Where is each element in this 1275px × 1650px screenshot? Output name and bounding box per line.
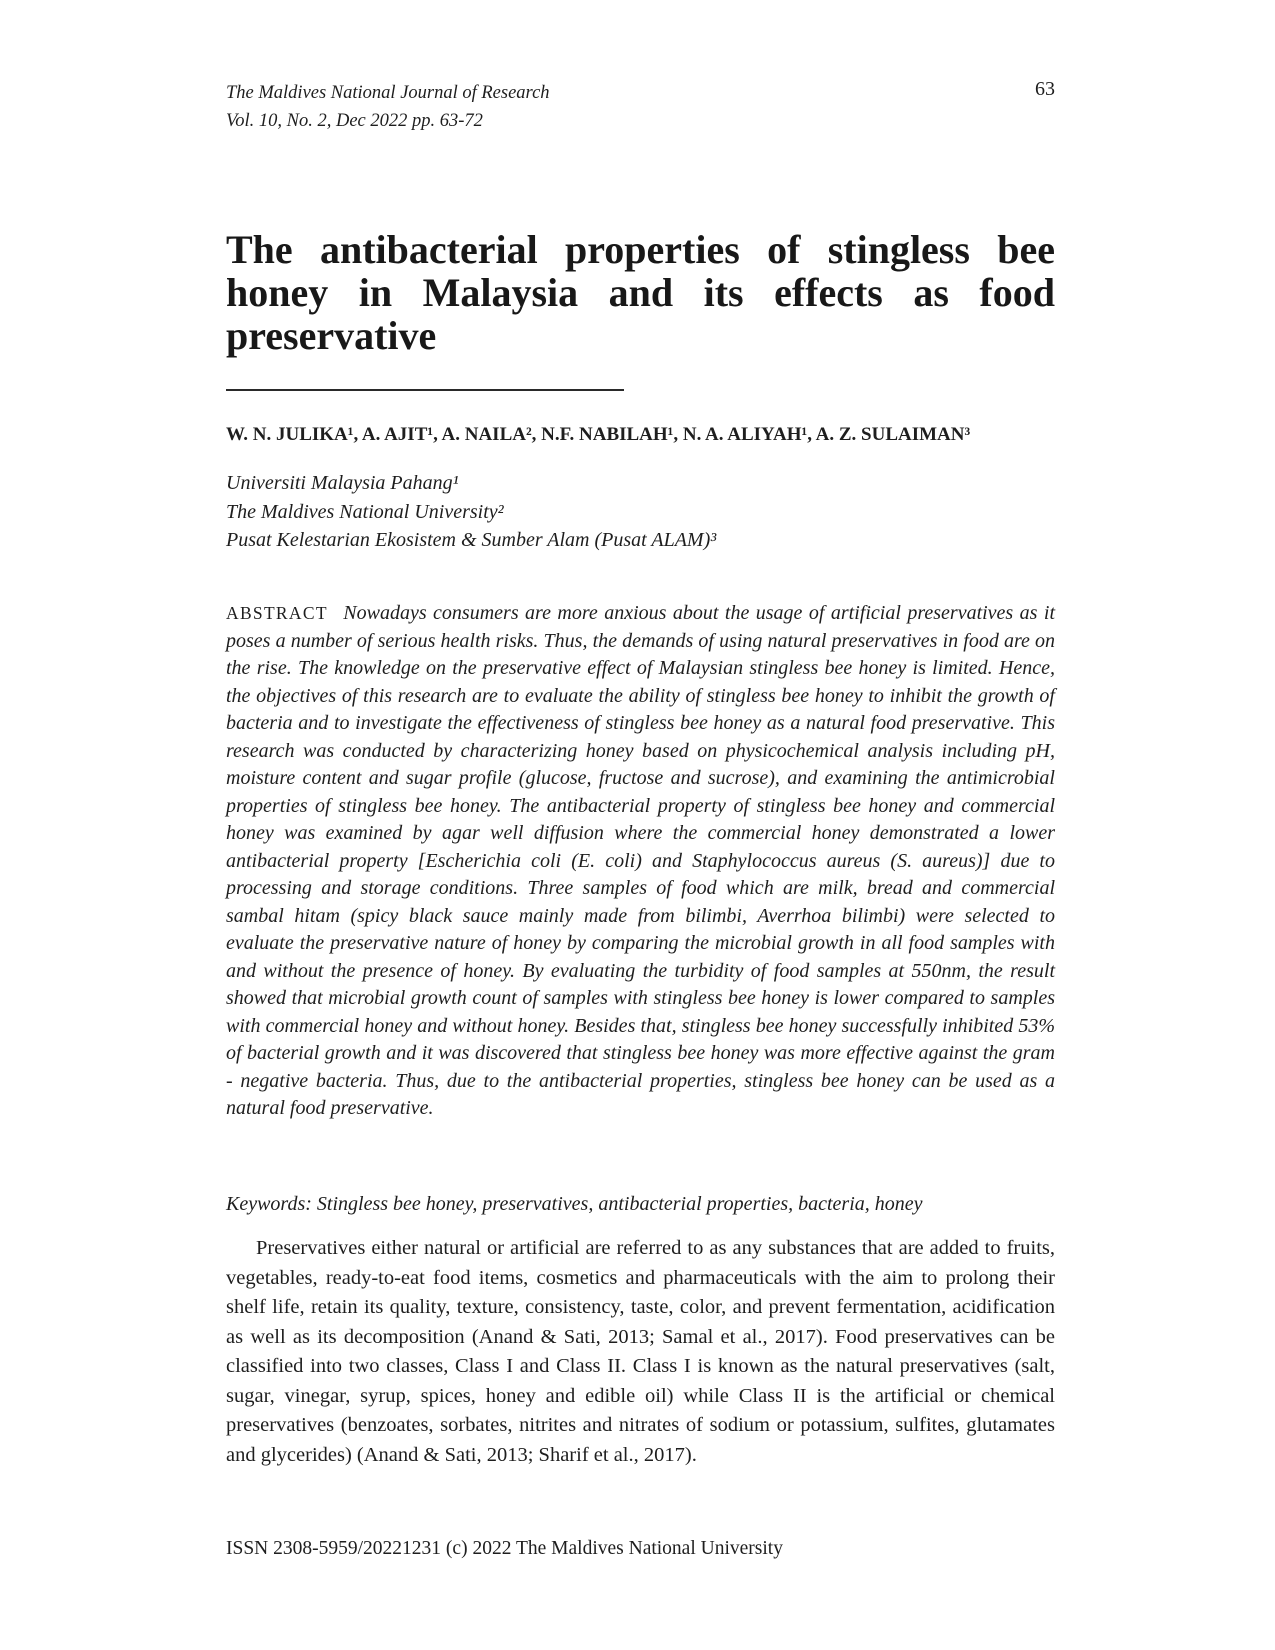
article-title [226, 228, 1055, 357]
journal-name: The Maldives National Journal of Research [226, 83, 550, 103]
affiliations [226, 469, 1055, 555]
abstract-label: ABSTRACT [226, 603, 328, 623]
title-line-3: preservative [226, 313, 437, 358]
abstract-paragraph [226, 600, 1055, 1123]
author-divider-rule [226, 389, 624, 391]
keywords-line: Keywords: Stingless bee honey, preservatives, antibacterial properties, bacteria, honey [226, 1193, 923, 1215]
affiliation-1: Universiti Malaysia Pahang¹ [226, 472, 459, 494]
page-number: 63 [1035, 78, 1055, 100]
running-head [226, 80, 550, 135]
title-line-2: honey in Malaysia and its effects as food [226, 270, 1055, 315]
body-paragraph: Preservatives either natural or artificial are referred to as any substances that are added to fruits, vegetables, ready-to-eat food items, cosmetics and pharmaceuticals with the aim to prolong their shelf life, retain its quality, texture, consistency, taste, color, and prevent fermentation, acidification as well as its decomposition (Anand & Sati, 2013; Samal et al., 2017). Food preservatives can be classified into two classes, Class I and Class II. Class I is known as the natural preservatives (salt, sugar, vinegar, syrup, spices, honey and edible oil) while Class II is the artificial or chemical preservatives (benzoates, sorbates, nitrites and nitrates of sodium or potassium, sulfites, glutamates and glycerides) (Anand & Sati, 2013; Sharif et al., 2017). [226, 1237, 1055, 1466]
authors-line: W. N. JULIKA¹, A. AJIT¹, A. NAILA², N.F. NABILAH¹, N. A. ALIYAH¹, A. Z. SULAIMAN³ [226, 424, 971, 445]
affiliation-2: The Maldives National University² [226, 500, 504, 523]
issn-footer: ISSN 2308-5959/20221231 (c) 2022 The Maldives National University [226, 1538, 783, 1559]
abstract-text: Nowadays consumers are more anxious about the usage of artificial preservatives as it poses a number of serious health risks. Thus, the demands of using natural preservatives in food are on the rise. The knowledge on the preservative effect of Malaysian stingless bee honey is limited. Hence, the objectives of this research are to evaluate the ability of stingless bee honey to inhibit the growth of bacteria and to investigate the effectiveness of stingless bee honey as a natural food preservative. This research was conducted by characterizing honey based on physicochemical analysis including pH, moisture content and sugar profile (glucose, fructose and sucrose), and examining the antimicrobial properties of stingless bee honey. The antibacterial property of stingless bee honey and commercial honey was examined by agar well diffusion where the commercial honey demonstrated a lower antibacterial property [Escherichia coli (E. coli) and Staphylococcus aureus (S. aureus)] due to processing and storage conditions. Three samples of food which are milk, bread and commercial sambal hitam (spicy black sauce mainly made from bilimbi, Averrhoa bilimbi) were selected to evaluate the preservative nature of honey by comparing the microbial growth in all food samples with and without the presence of honey. By evaluating the turbidity of food samples at 550nm, the result showed that microbial growth count of samples with stingless bee honey is lower compared to samples with commercial honey and without honey. Besides that, stingless bee honey successfully inhibited 53% of bacterial growth and it was discovered that stingless bee honey was more effective against the gram - negative bacteria. Thus, due to the antibacterial properties, stingless bee honey can be used as a natural food preservative. [226, 602, 1056, 1119]
affiliation-3: Pusat Kelestarian Ekosistem & Sumber Alam (Pusat ALAM)³ [226, 529, 717, 551]
title-line-1: The antibacterial properties of stingless bee [226, 227, 1055, 272]
issue-info: Vol. 10, No. 2, Dec 2022 pp. 63-72 [226, 110, 483, 131]
